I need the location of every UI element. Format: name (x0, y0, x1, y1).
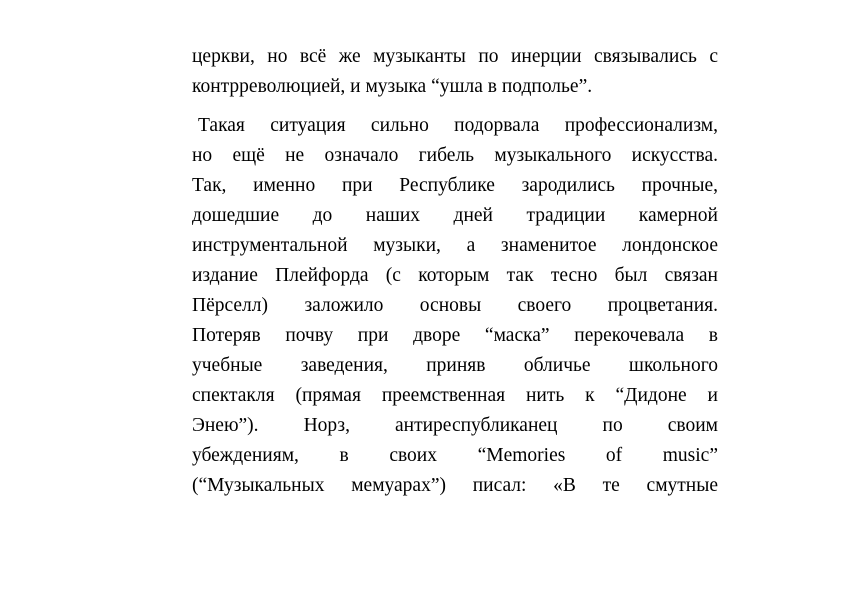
text-line: (“Музыкальных мемуарах”) писал: «В те смутные (192, 475, 718, 496)
text-line: дошедшие до наших дней традиции камерной (192, 205, 718, 226)
paragraph-2 (192, 111, 718, 501)
text-line: издание Плейфорда (с которым так тесно был связан (192, 265, 718, 286)
text-line: инструментальной музыки, а знаменитое лондонское (192, 235, 718, 256)
text-line: спектакля (прямая преемственная нить к “Дидоне и (192, 385, 718, 406)
text-line: Так, именно при Республике зародились прочные, (192, 175, 718, 196)
text-line: Пёрселл) заложило основы своего процветания. (192, 295, 718, 316)
text-line: но ещё не означало гибель музыкального искусства. (192, 145, 718, 166)
paragraph-gap (192, 102, 718, 111)
text-line: Такая ситуация сильно подорвала профессионализм, (198, 115, 718, 136)
paragraph-1 (192, 42, 718, 102)
body-text (192, 42, 718, 501)
text-line: Энею”). Норз, антиреспубликанец по своим (192, 415, 718, 436)
text-line: церкви, но всё же музыканты по инерции связывались с (192, 46, 718, 67)
text-line: убеждениям, в своих “Memories of music” (192, 445, 718, 466)
text-line: контрреволюцией, и музыка “ушла в подполье”. (192, 76, 593, 97)
text-line: Потеряв почву при дворе “маска” перекочевала в (192, 325, 718, 346)
text-line: учебные заведения, приняв обличье школьного (192, 355, 718, 376)
